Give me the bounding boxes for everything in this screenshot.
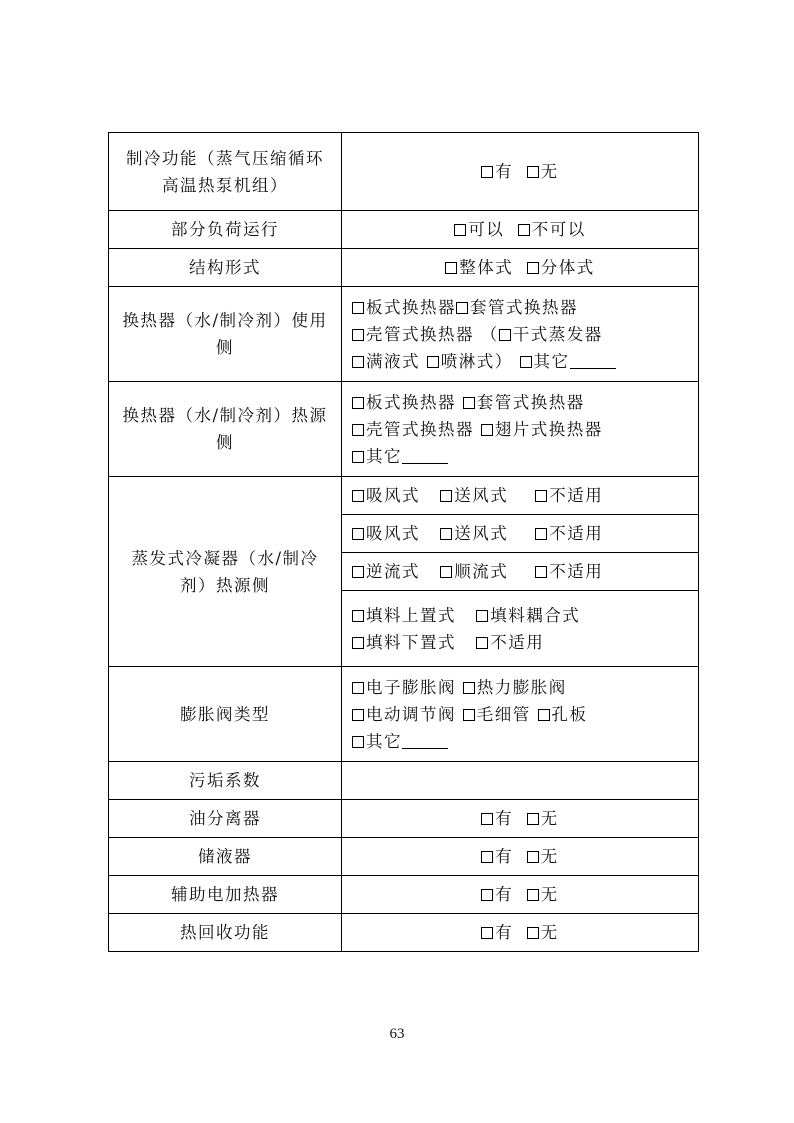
- row-value: [342, 477, 699, 515]
- option[interactable]: 孔板: [538, 701, 588, 728]
- checkbox-icon[interactable]: [352, 682, 364, 694]
- row-label: 制冷功能（蒸气压缩循环 高温热泵机组）: [109, 133, 342, 211]
- row-value: 板式换热器 套管式换热器 壳管式换热器 （ 干式蒸发器 满液式 喷淋式） 其它: [342, 287, 699, 382]
- option[interactable]: 不适用: [535, 482, 603, 509]
- option[interactable]: 毛细管: [463, 701, 531, 728]
- checkbox-icon[interactable]: [538, 709, 550, 721]
- row-value-empty[interactable]: [342, 762, 699, 800]
- table-row: [109, 133, 699, 211]
- row-label: 蒸发式冷凝器（水/制冷 剂）热源侧: [109, 477, 342, 667]
- option[interactable]: 无: [527, 919, 559, 946]
- option[interactable]: 热力膨胀阀: [463, 674, 567, 701]
- option[interactable]: 送风式: [440, 482, 508, 509]
- checkbox-icon[interactable]: [527, 889, 539, 901]
- checkbox-icon[interactable]: [463, 709, 475, 721]
- row-value: [342, 591, 699, 667]
- option[interactable]: 板式换热器: [352, 294, 456, 321]
- checkbox-icon[interactable]: [352, 709, 364, 721]
- row-label: 换热器（水/制冷剂）使用 侧: [109, 287, 342, 382]
- option[interactable]: 无: [527, 843, 559, 870]
- checkbox-icon[interactable]: [427, 356, 439, 368]
- table-row: [109, 667, 699, 762]
- option[interactable]: 电子膨胀阀: [352, 674, 456, 701]
- option[interactable]: 干式蒸发器: [499, 321, 603, 348]
- checkbox-icon[interactable]: [445, 262, 457, 274]
- option[interactable]: 送风式: [440, 520, 508, 547]
- option[interactable]: 套管式换热器: [463, 389, 585, 416]
- checkbox-icon[interactable]: [463, 682, 475, 694]
- checkbox-icon[interactable]: [527, 851, 539, 863]
- row-value: [342, 838, 699, 876]
- table-row: [109, 287, 699, 382]
- row-value: [342, 133, 699, 211]
- option[interactable]: 有: [481, 805, 513, 832]
- row-value: [342, 667, 699, 762]
- option[interactable]: 逆流式: [352, 558, 420, 585]
- checkbox-icon[interactable]: [440, 566, 452, 578]
- option[interactable]: 有: [481, 881, 513, 908]
- table-row: [109, 477, 699, 515]
- row-label: 辅助电加热器: [109, 876, 342, 914]
- checkbox-icon[interactable]: [352, 736, 364, 748]
- blank-line[interactable]: [402, 449, 448, 464]
- option[interactable]: 可以: [454, 216, 504, 243]
- option[interactable]: 填料下置式: [352, 629, 456, 656]
- option[interactable]: 整体式: [445, 254, 513, 281]
- option[interactable]: 无: [527, 881, 559, 908]
- blank-line[interactable]: [402, 734, 448, 749]
- checkbox-icon[interactable]: [454, 224, 466, 236]
- option[interactable]: 顺流式: [440, 558, 508, 585]
- option[interactable]: 分体式: [527, 254, 595, 281]
- checkbox-icon[interactable]: [481, 889, 493, 901]
- checkbox-icon[interactable]: [476, 610, 488, 622]
- option[interactable]: 壳管式换热器: [352, 416, 474, 443]
- checkbox-icon[interactable]: [463, 397, 475, 409]
- row-label: 膨胀阀类型: [109, 667, 342, 762]
- row-value: [342, 515, 699, 553]
- checkbox-icon[interactable]: [440, 528, 452, 540]
- option[interactable]: 有: [481, 158, 513, 185]
- checkbox-icon[interactable]: [352, 451, 364, 463]
- row-value: [342, 382, 699, 477]
- table-row: [109, 762, 699, 800]
- checkbox-icon[interactable]: [352, 329, 364, 341]
- option[interactable]: 填料上置式: [352, 602, 456, 629]
- checkbox-icon[interactable]: [527, 813, 539, 825]
- row-value: [342, 249, 699, 287]
- checkbox-icon[interactable]: [527, 166, 539, 178]
- option[interactable]: 无: [527, 158, 559, 185]
- blank-line[interactable]: [570, 354, 616, 369]
- option[interactable]: 其它: [352, 728, 402, 755]
- option[interactable]: 壳管式换热器: [352, 321, 474, 348]
- checkbox-icon[interactable]: [352, 566, 364, 578]
- option[interactable]: 电动调节阀: [352, 701, 456, 728]
- option[interactable]: 不适用: [535, 520, 603, 547]
- page-number: 63: [389, 1026, 405, 1042]
- table-row: [109, 876, 699, 914]
- option[interactable]: 翅片式换热器: [481, 416, 603, 443]
- checkbox-icon[interactable]: [352, 490, 364, 502]
- option[interactable]: 有: [481, 919, 513, 946]
- row-label: 热回收功能: [109, 914, 342, 952]
- checkbox-icon[interactable]: [481, 813, 493, 825]
- row-label: 结构形式: [109, 249, 342, 287]
- row-value: [342, 211, 699, 249]
- option[interactable]: 其它: [520, 348, 570, 375]
- table-row: [109, 800, 699, 838]
- checkbox-icon[interactable]: [352, 424, 364, 436]
- table-row: [109, 211, 699, 249]
- checkbox-icon[interactable]: [481, 851, 493, 863]
- checkbox-icon[interactable]: [535, 566, 547, 578]
- checkbox-icon[interactable]: [352, 610, 364, 622]
- option[interactable]: 填料耦合式: [476, 602, 580, 629]
- row-value: [342, 553, 699, 591]
- option[interactable]: 吸风式: [352, 520, 420, 547]
- checkbox-icon[interactable]: [518, 224, 530, 236]
- option[interactable]: 有: [481, 843, 513, 870]
- checkbox-icon[interactable]: [527, 927, 539, 939]
- row-label: 部分负荷运行: [109, 211, 342, 249]
- row-label: 储液器: [109, 838, 342, 876]
- option[interactable]: 板式换热器: [352, 389, 456, 416]
- checkbox-icon[interactable]: [535, 490, 547, 502]
- option[interactable]: 其它: [352, 443, 402, 470]
- option[interactable]: 不适用: [535, 558, 603, 585]
- row-label: 油分离器: [109, 800, 342, 838]
- option[interactable]: 喷淋式）: [427, 348, 513, 375]
- row-value: [342, 876, 699, 914]
- checkbox-icon[interactable]: [476, 637, 488, 649]
- row-label: 污垢系数: [109, 762, 342, 800]
- option[interactable]: 不适用: [476, 629, 544, 656]
- checkbox-icon[interactable]: [481, 166, 493, 178]
- checkbox-icon[interactable]: [352, 356, 364, 368]
- checkbox-icon[interactable]: [352, 302, 364, 314]
- option[interactable]: 吸风式: [352, 482, 420, 509]
- checkbox-icon[interactable]: [440, 490, 452, 502]
- checkbox-icon[interactable]: [499, 329, 511, 341]
- checkbox-icon[interactable]: [481, 424, 493, 436]
- checkbox-icon[interactable]: [535, 528, 547, 540]
- option[interactable]: 满液式: [352, 348, 420, 375]
- option[interactable]: 不可以: [518, 216, 586, 243]
- row-label: 换热器（水/制冷剂）热源 侧: [109, 382, 342, 477]
- checkbox-icon[interactable]: [456, 302, 468, 314]
- checkbox-icon[interactable]: [481, 927, 493, 939]
- option[interactable]: 套管式换热器: [456, 294, 578, 321]
- checkbox-icon[interactable]: [527, 262, 539, 274]
- row-value: [342, 914, 699, 952]
- table-row: [109, 382, 699, 477]
- table-row: [109, 914, 699, 952]
- row-value: [342, 800, 699, 838]
- checkbox-icon[interactable]: [352, 637, 364, 649]
- table-row: [109, 838, 699, 876]
- option[interactable]: 无: [527, 805, 559, 832]
- spec-table: [108, 132, 699, 952]
- checkbox-icon[interactable]: [352, 397, 364, 409]
- checkbox-icon[interactable]: [520, 356, 532, 368]
- table-row: [109, 249, 699, 287]
- checkbox-icon[interactable]: [352, 528, 364, 540]
